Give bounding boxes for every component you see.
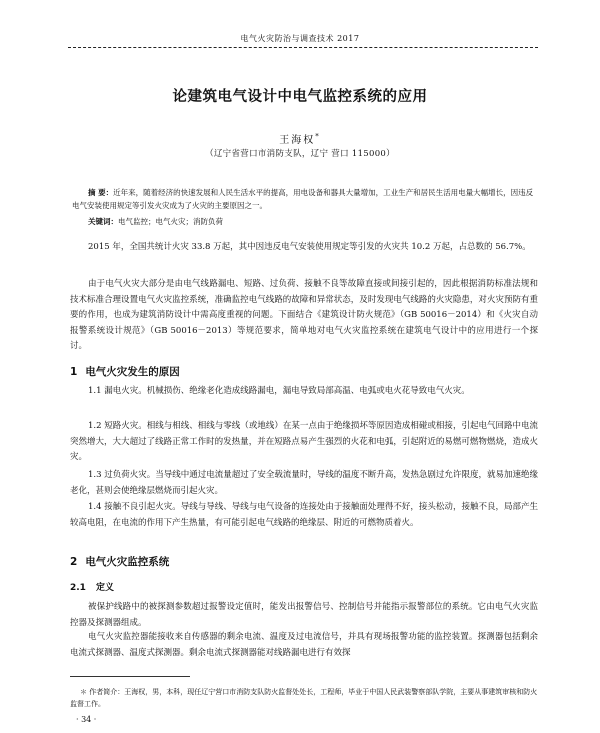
intro-paragraph-2: 由于电气火灾大部分是由电气线路漏电、短路、过负荷、接触不良等故障直接或间接引起的，因此根据消防标准法规和技术标准合理设置电气火灾监控系统，准确监控电气线路的故障和异常状态，及时发现电气线路的火灾隐患，对火灾预防有重要的作用，也成为建筑消防设计中需高度重视的问题。下面结合《建筑设计防火规范》（GB 50016－2014）和《火灾自动报警系统设计规范》（GB 50016－2013）等规范要求，简单地对电气火灾监控系统在建筑电气设计中的应用进行一个探讨。 xyxy=(70,279,538,351)
article-title: 论建筑电气设计中电气监控系统的应用 xyxy=(172,89,428,105)
section-1-title: 电气火灾发生的原因 xyxy=(85,366,180,378)
section-2-heading xyxy=(70,554,169,569)
keywords-label: 关键词： xyxy=(88,217,118,226)
section-2-paragraph-1: 被保护线路中的被探测参数超过报警设定值时，能发出报警信号、控制信号并能指示报警部位的系统。它由电气火灾监控器及探测器组成。 xyxy=(70,602,538,628)
keywords xyxy=(88,216,536,227)
running-head: 电气火灾防治与调查技术 2017 xyxy=(240,34,360,43)
section-1-item-2: 1.2 短路火灾。相线与相线、相线与零线（或地线）在某一点由于绝缘损坏等原因造成相碰或相接，引起电气回路中电流突然增大，大大超过了线路正常工作时的发热量，并在短路点易产生强烈的火花和电弧，引起附近的易燃可燃物燃烧，造成火灾。 xyxy=(70,421,538,462)
abstract-label: 摘 要： xyxy=(88,188,114,197)
header-rule xyxy=(68,47,538,48)
author-footnote-mark: * xyxy=(315,132,321,141)
subsection-2-1-title: 定义 xyxy=(95,583,114,593)
section-1-heading xyxy=(70,364,180,379)
abstract-text: 近年来，随着经济的快速发展和人民生活水平的提高，用电设备和器具大量增加，工业生产和居民生活用电量大幅增长，因违反电气安装使用规定等引发火灾成为了火灾的主要原因之一。 xyxy=(72,188,534,210)
keywords-text: 电气监控；电气火灾；消防负荷 xyxy=(118,217,223,226)
subsection-2-1-number: 2.1 xyxy=(70,583,86,593)
section-1-item-4: 1.4 接触不良引起火灾。导线与导线、导线与电气设备的连接处由于接触面处理得不好，接头松动，接触不良，局部产生较高电阻，在电流的作用下产生热量，有可能引起电气线路的绝缘层、附近的可燃物质着火。 xyxy=(70,502,538,528)
section-1-number: 1 xyxy=(70,366,78,378)
section-2-paragraph-2: 电气火灾监控器能接收来自传感器的剩余电流、温度及过电流信号，并具有现场报警功能的监控装置。探测器包括剩余电流式探测器、温度式探测器。剩余电流式探测器能对线路漏电进行有效探 xyxy=(70,632,538,658)
affiliation: （辽宁省营口市消防支队，辽宁 营口 115000） xyxy=(205,149,395,159)
intro-paragraph-1: 2015 年，全国共统计火灾 33.8 万起，其中因违反电气安装使用规定等引发的火灾共 10.2 万起，占总数的 56.7%。 xyxy=(88,242,531,252)
section-2-number: 2 xyxy=(70,556,78,568)
abstract xyxy=(72,186,536,212)
section-2-title: 电气火灾监控系统 xyxy=(85,556,170,568)
section-1-item-1: 1.1 漏电火灾。机械损伤、绝缘老化造成线路漏电，漏电导致局部高温、电弧或电火花导致电气火灾。 xyxy=(88,386,470,396)
section-1-item-3: 1.3 过负荷火灾。当导线中通过电流量超过了安全载流量时，导线的温度不断升高，发热急剧过允许限度，就易加速绝缘老化，甚则会使绝缘层燃烧而引起火灾。 xyxy=(70,470,538,496)
author-footnote: ＊ 作者简介：王海权，男，本科，现任辽宁营口市消防支队防火监督处处长，工程师，毕业于中国人民武装警察部队学院，主要从事建筑审核和防火监督工作。 xyxy=(70,688,538,708)
author-line xyxy=(0,131,600,146)
author-name: 王海权 xyxy=(279,135,316,146)
footnote-rule xyxy=(70,676,190,677)
page-number: · 34 · xyxy=(76,715,97,724)
subsection-2-1-heading xyxy=(70,580,114,593)
